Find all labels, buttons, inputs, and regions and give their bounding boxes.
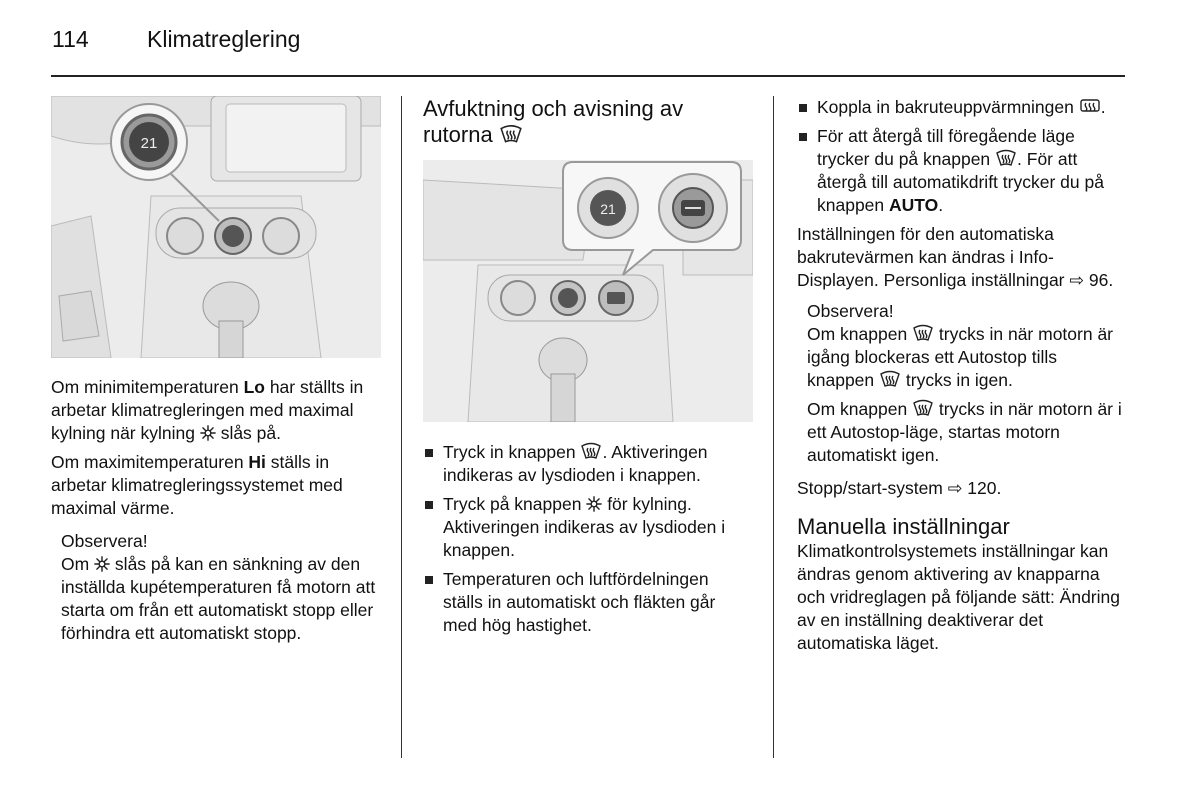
text: slås på kan en sänkning av den inställda kupétemperaturen få motorn att starta om från ett automatiskt stopp eller förhindra ett automatiskt stopp. — [61, 554, 376, 643]
snowflake-icon — [200, 425, 216, 441]
windscreen-defrost-icon — [879, 370, 901, 388]
heading-text: Avfuktning och avisning av rutorna — [423, 96, 684, 147]
column-3 — [797, 96, 1127, 661]
list-item — [423, 568, 753, 637]
column-2-body — [423, 441, 753, 643]
note-paragraph — [807, 398, 1127, 467]
text: Koppla in bakruteuppvärmningen — [817, 97, 1079, 117]
hi-label: Hi — [248, 452, 266, 472]
text: Om minimitemperaturen — [51, 377, 244, 397]
note-title: Observera! — [807, 301, 894, 321]
list-item — [423, 493, 753, 562]
page-number: 114 — [52, 26, 89, 52]
column-1 — [51, 376, 381, 645]
text: . — [938, 195, 944, 215]
note-box — [797, 300, 1127, 467]
windscreen-defrost-icon — [912, 324, 934, 342]
column-divider-1 — [401, 96, 402, 758]
text: trycks in när motorn är i ett Autostop-läge, startas motorn automatiskt igen. — [807, 399, 1122, 465]
steps-list — [797, 96, 1127, 217]
snowflake-icon — [586, 496, 602, 512]
text: Temperaturen och luftfördelningen ställs in automatiskt och fläkten går med hög hastighet. — [443, 569, 716, 635]
note-box — [51, 530, 381, 645]
page-title: Klimatreglering — [147, 26, 301, 52]
paragraph-hi — [51, 451, 381, 520]
display-temperature: 21 — [140, 135, 158, 152]
paragraph-manual-settings: Klimatkontrolsystemets inställningar kan ändras genom aktivering av knapparna och vridreglagen på följande sätt: Ändring av en inställning deaktiverar det automatiska läget. — [797, 541, 1120, 653]
windscreen-defrost-icon — [580, 442, 602, 460]
list-item — [423, 441, 753, 487]
text: Tryck på knappen — [443, 494, 587, 514]
text: Om knappen — [807, 399, 913, 419]
note-title: Observera! — [61, 531, 148, 551]
stop-start-reference: Stopp/start-system ⇨ 120. — [797, 478, 1002, 498]
column-divider-2 — [773, 96, 774, 758]
lo-label: Lo — [243, 377, 265, 397]
text: för kylning. Aktiveringen indikeras av lysdioden i knappen. — [443, 494, 726, 560]
steps-list — [423, 441, 753, 637]
windscreen-defrost-icon — [499, 124, 523, 144]
text: Om — [61, 554, 95, 574]
header-divider — [51, 75, 1125, 77]
paragraph-info-display: Inställningen för den automatiska bakrutevärmen kan ändras i Info-Displayen. Personliga inställningar ⇨ 96. — [797, 224, 1114, 290]
text: har ställts in arbetar klimatregleringen med maximal kylning när kylning — [51, 377, 364, 443]
list-item — [797, 96, 1127, 119]
text: . — [1100, 97, 1106, 117]
display-temperature: 21 — [600, 201, 616, 217]
text: trycks in när motorn är igång blockeras ett Autostop tills knappen — [807, 324, 1114, 390]
note-paragraph — [807, 323, 1127, 392]
rear-window-defrost-icon — [1079, 97, 1101, 115]
section-heading-manual: Manuella inställningar — [797, 514, 1010, 539]
windscreen-defrost-icon — [995, 149, 1017, 167]
text: För att återgå till föregående läge trycker du på knappen — [817, 126, 1075, 169]
text: Om knappen — [807, 324, 913, 344]
column-2 — [423, 96, 753, 148]
list-item — [797, 125, 1127, 217]
text: slås på. — [215, 423, 282, 443]
section-heading-defrost — [423, 96, 753, 148]
text: ställs in arbetar klimatregleringssystemet med maximal värme. — [51, 452, 343, 518]
text: . Aktiveringen indikeras av lysdioden i knappen. — [443, 442, 708, 485]
climate-control-illustration-1 — [51, 96, 381, 358]
text: . För att återgå till automatikdrift trycker du på knappen — [817, 149, 1104, 215]
text: Tryck in knappen — [443, 442, 581, 462]
climate-control-illustration-2 — [423, 160, 753, 422]
snowflake-icon — [94, 556, 110, 572]
text: trycks in igen. — [901, 370, 1013, 390]
text: Om maximitemperaturen — [51, 452, 249, 472]
paragraph-lo — [51, 376, 381, 445]
auto-label: AUTO — [889, 195, 939, 215]
windscreen-defrost-icon — [912, 399, 934, 417]
